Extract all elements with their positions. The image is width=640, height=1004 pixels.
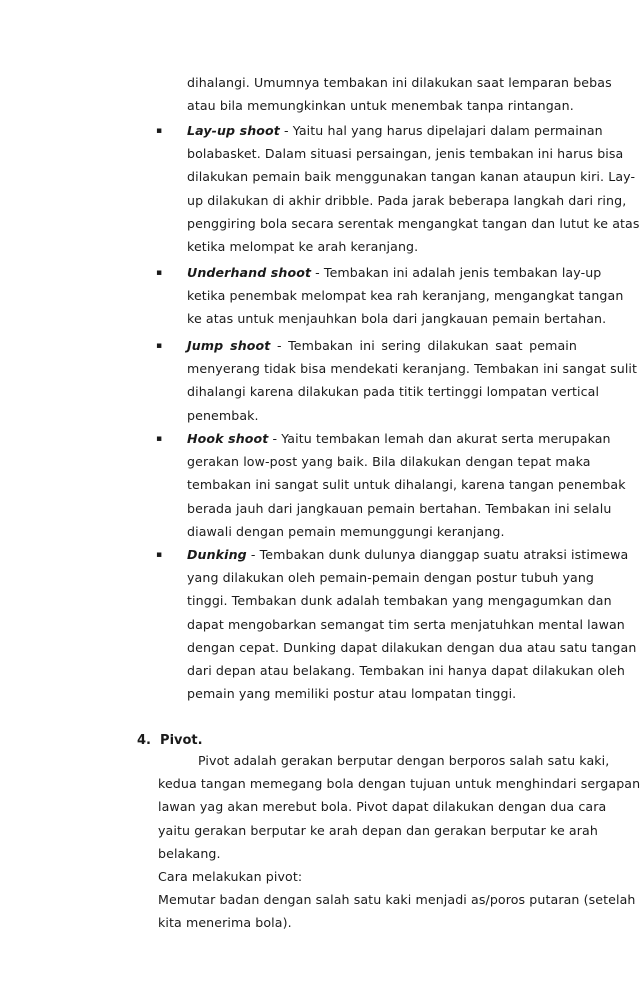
term-description: - Tembakan ini adalah jenis tembakan lay-up xyxy=(311,265,602,280)
text-line: penembak. xyxy=(187,407,259,423)
text-line: kedua tangan memegang bola dengan tujuan untuk menghindari sergapan xyxy=(158,776,640,792)
text-line xyxy=(187,119,603,142)
bullet-icon: ▪ xyxy=(156,550,163,560)
text-line: menyerang tidak bisa mendekati keranjang. Tembakan ini sangat sulit xyxy=(187,361,638,377)
text-line: dihalangi karena dilakukan pada titik tertinggi lompatan vertical xyxy=(187,384,600,400)
text-line: pemain yang memiliki postur atau lompatan tinggi. xyxy=(187,686,517,702)
term-label: Dunking xyxy=(187,547,247,562)
text-line: yaitu gerakan berputar ke arah depan dan gerakan berputar ke arah xyxy=(158,822,598,838)
text-line: kita menerima bola). xyxy=(158,915,292,931)
list-item-jump xyxy=(187,334,638,427)
text-line: belakang. xyxy=(158,845,221,861)
text-line: ke atas untuk menjauhkan bola dari jangkauan pemain bertahan. xyxy=(187,311,607,327)
text-line: tembakan ini sangat sulit untuk dihalangi, karena tangan penembak xyxy=(187,477,626,493)
term-label: Hook shoot xyxy=(187,431,269,446)
text-line: dari depan atau belakang. Tembakan ini hanya dapat dilakukan oleh xyxy=(187,662,625,678)
term-description: - Yaitu hal yang harus dipelajari dalam permainan xyxy=(279,123,603,138)
term-description: - Yaitu tembakan lemah dan akurat serta merupakan xyxy=(268,431,611,446)
text-line: yang dilakukan oleh pemain-pemain dengan postur tubuh yang xyxy=(187,570,595,586)
text-line: atau bila memungkinkan untuk menembak tanpa rintangan. xyxy=(187,98,574,114)
text-line: Memutar badan dengan salah satu kaki menjadi as/poros putaran (setelah xyxy=(158,892,636,908)
term-description: - Tembakan ini sering dilakukan saat pemain xyxy=(270,338,577,353)
text-line: dengan cepat. Dunking dapat dilakukan dengan dua atau satu tangan xyxy=(187,639,637,655)
text-line xyxy=(187,261,602,284)
text-line: Pivot adalah gerakan berputar dengan berporos salah satu kaki, xyxy=(198,753,610,768)
text-line: Cara melakukan pivot: xyxy=(158,868,303,884)
bullet-icon: ▪ xyxy=(156,126,163,136)
bullet-icon: ▪ xyxy=(156,268,163,278)
intro-paragraph xyxy=(187,71,612,117)
text-line: dapat mengobarkan semangat tim serta menjatuhkan mental lawan xyxy=(187,616,625,632)
text-line: bolabasket. Dalam situasi persaingan, jenis tembakan ini harus bisa xyxy=(187,146,624,162)
list-item-dunking xyxy=(187,543,637,705)
text-line: up dilakukan di akhir dribble. Pada jarak beberapa langkah dari ring, xyxy=(187,192,627,208)
text-line: ketika penembak melompat kea rah keranjang, mengangkat tangan xyxy=(187,288,624,304)
section-heading: 4. Pivot. xyxy=(137,733,203,748)
text-line: dilakukan pemain baik menggunakan tangan kanan ataupun kiri. Lay- xyxy=(187,169,636,185)
text-line: penggiring bola secara serentak mengangkat tangan dan lutut ke atas xyxy=(187,215,640,231)
list-item-hook xyxy=(187,427,626,543)
list-item-underhand xyxy=(187,261,624,331)
text-line xyxy=(187,543,629,566)
bullet-icon: ▪ xyxy=(156,434,163,444)
text-line: berada jauh dari jangkauan pemain bertahan. Tembakan ini selalu xyxy=(187,500,612,516)
term-description: - Tembakan dunk dulunya dianggap suatu atraksi istimewa xyxy=(246,547,629,562)
term-label: Underhand shoot xyxy=(187,265,312,280)
term-label: Lay-up shoot xyxy=(187,123,280,138)
text-line: diawali dengan pemain memunggungi keranjang. xyxy=(187,523,505,539)
text-line: gerakan low-post yang baik. Bila dilakukan dengan tepat maka xyxy=(187,454,591,470)
text-line xyxy=(187,334,577,357)
pivot-paragraph xyxy=(158,749,640,935)
list-item-layup xyxy=(187,119,640,258)
text-line: dihalangi. Umumnya tembakan ini dilakukan saat lemparan bebas xyxy=(187,75,612,90)
text-line: tinggi. Tembakan dunk adalah tembakan yang mengagumkan dan xyxy=(187,593,612,609)
bullet-icon: ▪ xyxy=(156,341,163,351)
term-label: Jump shoot xyxy=(187,338,271,353)
text-line: ketika melompat ke arah keranjang. xyxy=(187,238,419,254)
text-line: lawan yag akan merebut bola. Pivot dapat dilakukan dengan dua cara xyxy=(158,799,607,815)
text-line xyxy=(187,427,611,450)
